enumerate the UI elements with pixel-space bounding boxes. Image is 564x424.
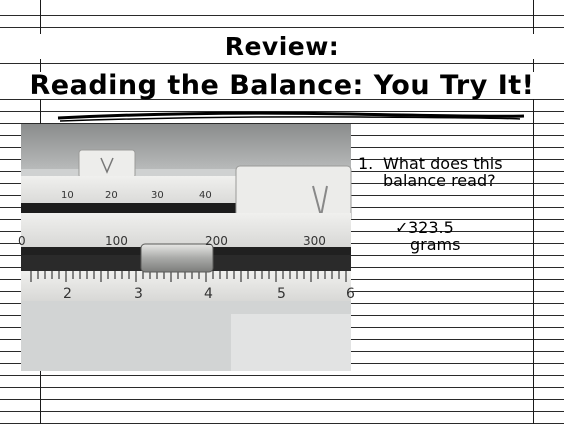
- balance-photo: [18, 124, 355, 371]
- middle-beam-label: 0: [18, 234, 26, 248]
- middle-beam-label: 200: [205, 234, 228, 248]
- answer-value: 323.5: [408, 218, 454, 237]
- bottom-beam-label: 2: [63, 286, 72, 302]
- top-beam-label: 30: [151, 190, 164, 201]
- check-icon: ✓: [395, 218, 409, 237]
- middle-beam-label: 100: [105, 234, 128, 248]
- bottom-beam-label: 6: [346, 286, 355, 302]
- middle-beam-label: 300: [303, 234, 326, 248]
- bottom-beam-label: 5: [277, 286, 286, 302]
- bottom-beam-label: 4: [204, 286, 213, 302]
- top-beam-label: 40: [199, 190, 212, 201]
- top-beam-label: 20: [105, 190, 118, 201]
- question-number: 1.: [358, 154, 374, 173]
- bottom-beam-label: 3: [134, 286, 143, 302]
- right-margin-line: [533, 0, 534, 424]
- top-beam-label: 10: [61, 190, 74, 201]
- question-text: What does this balance read?: [383, 154, 503, 190]
- title-line-1: Review:: [0, 34, 564, 59]
- title-line-2: Reading the Balance: You Try It!: [0, 72, 564, 99]
- answer-unit: grams: [410, 235, 461, 254]
